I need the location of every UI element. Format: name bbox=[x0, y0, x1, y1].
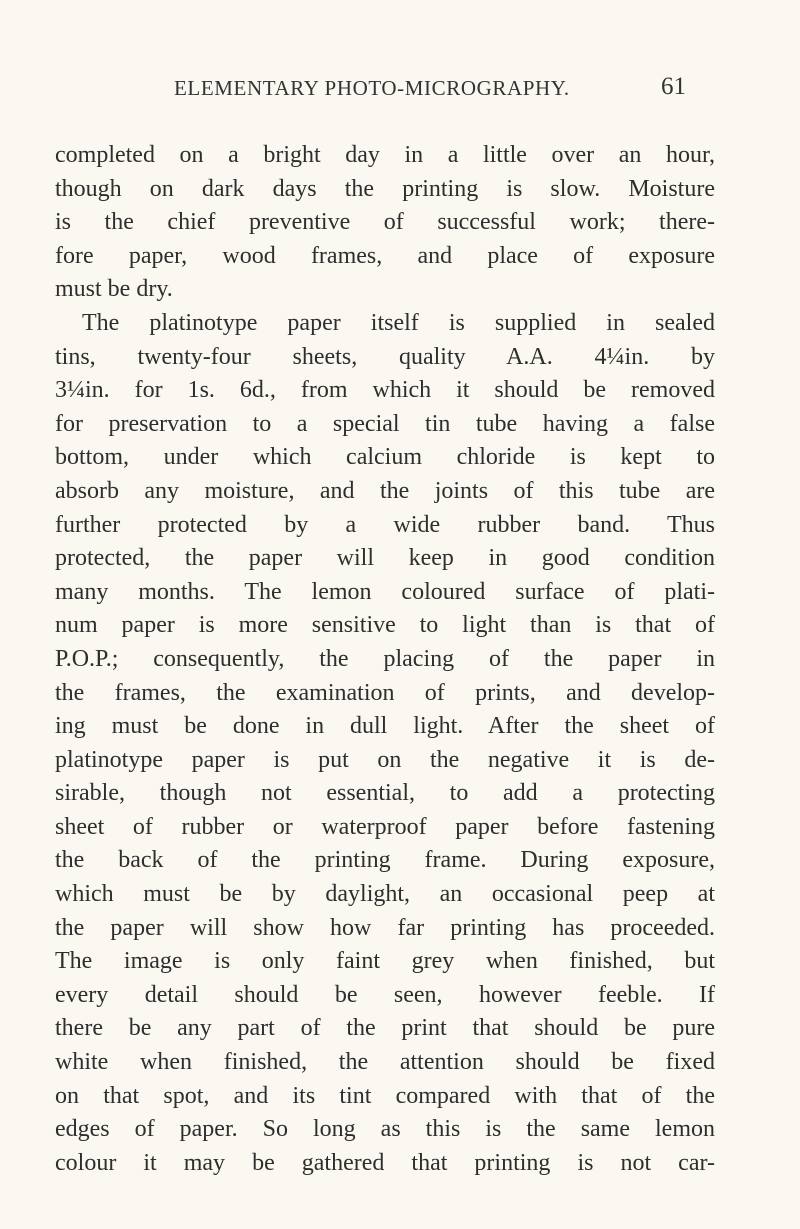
text-line: platinotype paper is put on the negative it is de- bbox=[55, 746, 715, 773]
text-line: sirable, though not essential, to add a protecting bbox=[55, 780, 715, 807]
text-line: absorb any moisture, and the joints of this tube are bbox=[55, 477, 715, 504]
text-line: the frames, the examination of prints, and develop- bbox=[55, 679, 715, 706]
text-line: P.O.P.; consequently, the placing of the paper in bbox=[55, 645, 715, 672]
text-line: fore paper, wood frames, and place of exposure bbox=[55, 242, 715, 269]
text-line: num paper is more sensitive to light than is that of bbox=[55, 612, 715, 639]
text-line: many months. The lemon coloured surface of plati- bbox=[55, 578, 715, 605]
text-line: on that spot, and its tint compared with that of the bbox=[55, 1082, 715, 1109]
text-line: white when finished, the attention should be fixed bbox=[55, 1049, 715, 1076]
text-line: every detail should be seen, however feeble. If bbox=[55, 981, 715, 1008]
text-line: sheet of rubber or waterproof paper before fastening bbox=[55, 813, 715, 840]
page-number: 61 bbox=[661, 73, 686, 100]
text-line: The platinotype paper itself is supplied in sealed bbox=[82, 309, 715, 336]
running-header bbox=[174, 73, 686, 110]
text-line: there be any part of the print that should be pure bbox=[55, 1015, 715, 1042]
text-line: colour it may be gathered that printing is not car- bbox=[55, 1149, 715, 1176]
text-line: The image is only faint grey when finished, but bbox=[55, 948, 715, 975]
text-line: further protected by a wide rubber band. Thus bbox=[55, 511, 715, 538]
running-title: ELEMENTARY PHOTO-MICROGRAPHY. bbox=[174, 76, 570, 100]
text-line: completed on a bright day in a little over an hour, bbox=[55, 142, 715, 168]
text-line: is the chief preventive of successful work; there- bbox=[55, 209, 715, 236]
text-line: the back of the printing frame. During exposure, bbox=[55, 847, 715, 874]
text-line: tins, twenty-four sheets, quality A.A. 4¼in. by bbox=[55, 343, 715, 370]
text-line: 3¼in. for 1s. 6d., from which it should be removed bbox=[55, 377, 715, 404]
text-line: bottom, under which calcium chloride is kept to bbox=[55, 444, 715, 471]
text-line: for preservation to a special tin tube having a false bbox=[55, 410, 715, 437]
text-line: ing must be done in dull light. After the sheet of bbox=[55, 713, 715, 740]
body-text bbox=[55, 139, 715, 1180]
text-line: the paper will show how far printing has proceeded. bbox=[55, 914, 715, 941]
text-line: must be dry. bbox=[55, 276, 173, 303]
text-line: protected, the paper will keep in good condition bbox=[55, 545, 715, 572]
text-line: though on dark days the printing is slow. Moisture bbox=[55, 175, 715, 202]
text-line: which must be by daylight, an occasional peep at bbox=[55, 881, 715, 908]
text-line: edges of paper. So long as this is the same lemon bbox=[55, 1116, 715, 1143]
